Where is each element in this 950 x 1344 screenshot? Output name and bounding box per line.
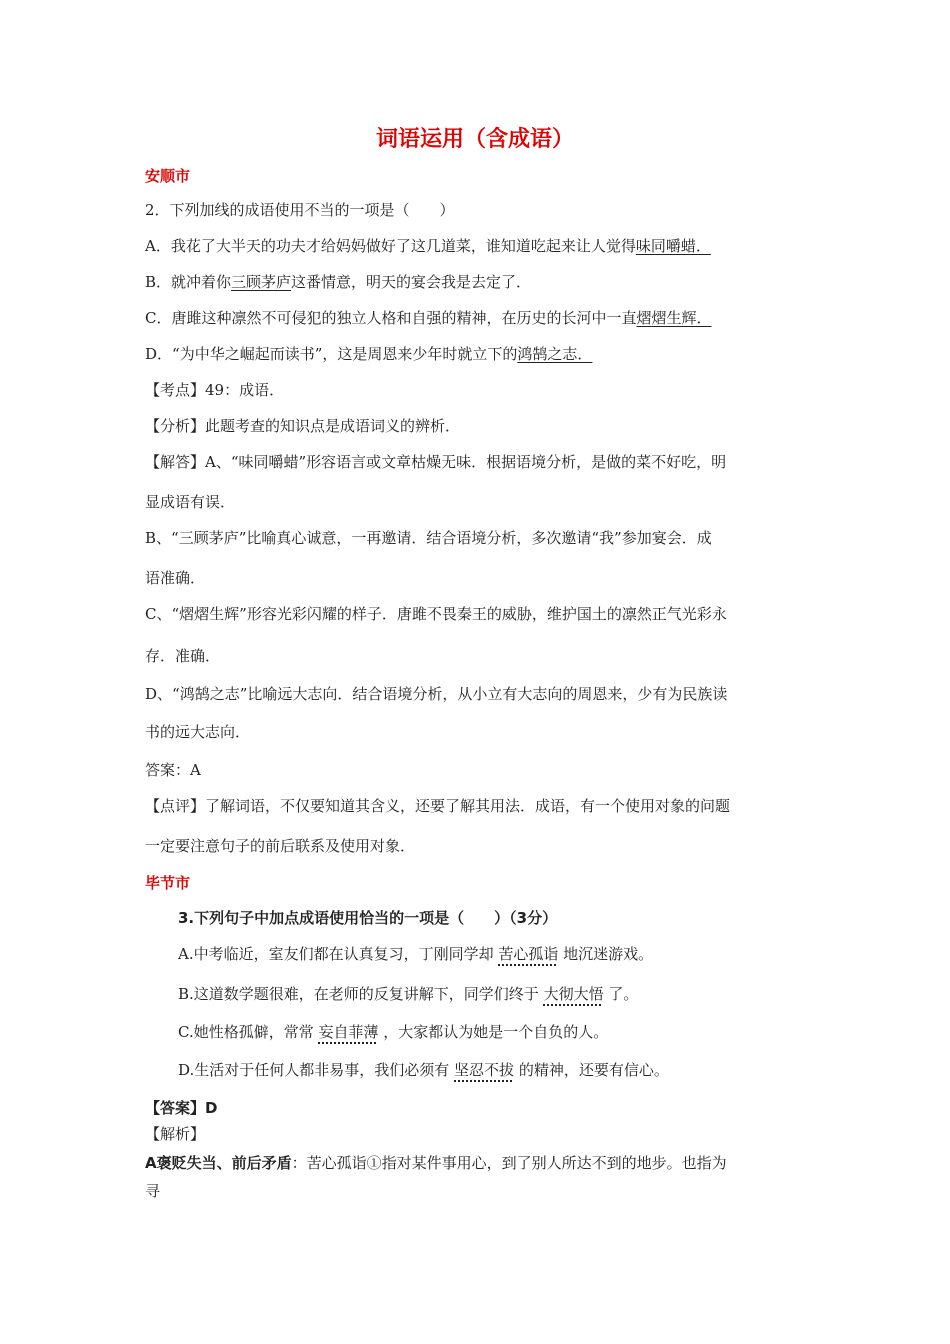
jieda-line: 【解答】A、“味同嚼蜡”形容语言或文章枯燥无味．根据语境分析，是做的菜不好吃，明 (145, 453, 727, 471)
underlined-idiom: 鸿鹄之志． (517, 345, 593, 363)
underlined-idiom: 熠熠生辉． (636, 309, 712, 327)
analysis-line: A褒贬失当、前后矛盾：苦心孤诣①指对某件事用心，到了别人所达不到的地步。也指为 (145, 1154, 727, 1172)
option-a: A.中考临近，室友们都在认真复习，丁刚同学却 苦心孤诣 地沉迷游戏。 (178, 945, 654, 963)
option-b: B．就冲着你三顾茅庐这番情意，明天的宴会我是去定了． (145, 273, 532, 291)
dianping-line: 一定要注意句子的前后联系及使用对象． (145, 837, 416, 855)
jieda-line: 书的远大志向． (145, 723, 251, 741)
dotted-idiom: 大彻大悟 (543, 985, 604, 1003)
page-title: 词语运用（含成语） (375, 127, 574, 152)
option-d: D．“为中华之崛起而读书”，这是周恩来少年时就立下的鸿鹄之志． (145, 345, 593, 363)
underlined-idiom: 味同嚼蜡． (635, 237, 711, 255)
dotted-idiom: 妄自菲薄 (318, 1023, 379, 1041)
jiexi-label: 【解析】 (145, 1125, 206, 1143)
fenxi: 【分析】此题考查的知识点是成语词义的辨析． (145, 417, 461, 435)
answer-1: 答案：A (145, 761, 201, 779)
analysis-continuation: 寻 (145, 1182, 161, 1200)
jieda-line: D、“鸿鹄之志”比喻远大志向．结合语境分析，从小立有大志向的周恩来，少有为民族读 (145, 685, 728, 703)
option-d: D.生活对于任何人都非易事，我们必须有 坚忍不拔 的精神，还要有信心。 (178, 1061, 669, 1079)
option-a: A．我花了大半天的功夫才给妈妈做好了这几道菜，谁知道吃起来让人觉得味同嚼蜡． (145, 237, 711, 255)
option-b: B.这道数学题很难，在老师的反复讲解下，同学们终于 大彻大悟 了。 (178, 985, 639, 1003)
underlined-idiom: 三顾茅庐 (231, 273, 292, 291)
jieda-line: 存．准确． (145, 647, 221, 665)
kaodian: 【考点】49：成语． (145, 381, 285, 399)
jieda-line: B、“三顾茅庐”比喻真心诚意，一再邀请．结合语境分析，多次邀请“我”参加宴会．成 (145, 529, 712, 547)
dianping-line: 【点评】了解词语，不仅要知道其含义，还要了解其用法．成语，有一个使用对象的问题 (145, 797, 731, 815)
answer-2: 【答案】D (145, 1099, 218, 1117)
question-3: 3.下列句子中加点成语使用恰当的一项是（ ）（3分） (178, 909, 558, 927)
question-2: 2．下列加线的成语使用不当的一项是（ ） (145, 201, 455, 219)
jieda-line: C、“熠熠生辉”形容光彩闪耀的样子．唐雎不畏秦王的威胁，维护国土的凛然正气光彩永 (145, 605, 727, 623)
dotted-idiom: 坚忍不拔 (454, 1061, 515, 1079)
jieda-line: 显成语有误． (145, 493, 236, 511)
city-heading-anshun: 安顺市 (145, 167, 191, 185)
analysis-bold: A褒贬失当、前后矛盾 (145, 1154, 292, 1172)
option-c: C．唐雎这种凛然不可侵犯的独立人格和自强的精神，在历史的长河中一直熠熠生辉． (145, 309, 712, 327)
city-heading-bijie: 毕节市 (145, 874, 191, 892)
jieda-line: 语准确． (145, 569, 206, 587)
option-c: C.她性格孤僻，常常 妄自菲薄 ，大家都认为她是一个自负的人。 (178, 1023, 609, 1041)
dotted-idiom: 苦心孤诣 (498, 945, 559, 963)
